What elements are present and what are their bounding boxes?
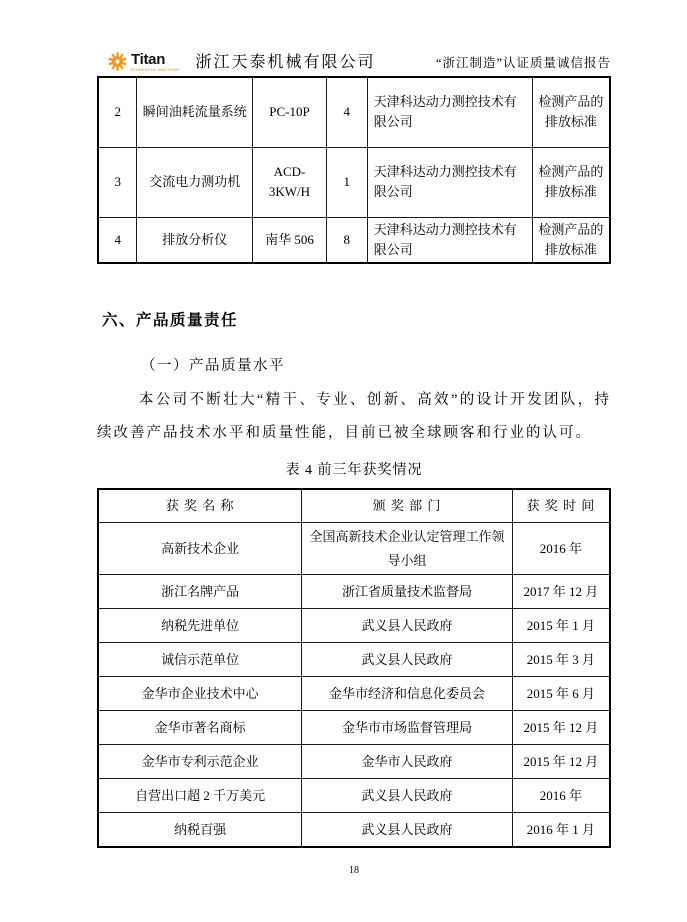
- column-header-award-date: 获 奖 时 间: [512, 489, 610, 523]
- section-heading: 六、产品质量责任: [102, 311, 239, 329]
- award-date: 2015 年 12 月: [512, 745, 610, 779]
- award-department: 武义县人民政府: [302, 643, 512, 677]
- equipment-supplier: 天津科达动力测控技术有限公司: [367, 147, 532, 217]
- company-name: 浙江天泰机械有限公司: [195, 54, 376, 71]
- equipment-supplier: 天津科达动力测控技术有限公司: [367, 77, 532, 147]
- award-department: 全国高新技术企业认定管理工作领导小组: [302, 523, 512, 575]
- page-header: [97, 40, 611, 72]
- award-department: 武义县人民政府: [302, 609, 512, 643]
- award-department: 金华市经济和信息化委员会: [302, 677, 512, 711]
- table-row: [98, 77, 610, 147]
- award-name: 高新技术企业: [98, 523, 302, 575]
- award-date: 2015 年 6 月: [512, 677, 610, 711]
- titan-logo: [107, 51, 179, 72]
- table-row: [98, 217, 610, 263]
- award-date: 2015 年 12 月: [512, 711, 610, 745]
- equipment-qty: 1: [326, 147, 367, 217]
- award-name: 纳税百强: [98, 813, 302, 847]
- equipment-name: 排放分析仪: [137, 217, 253, 263]
- column-header-award-name: 获 奖 名 称: [98, 489, 302, 523]
- column-header-award-department: 颁 奖 部 门: [302, 489, 512, 523]
- equipment-no: 2: [98, 77, 137, 147]
- equipment-purpose: 检测产品的排放标准: [532, 217, 610, 263]
- award-department: 浙江省质量技术监督局: [302, 575, 512, 609]
- table-row: [98, 523, 610, 575]
- equipment-model: PC-10P: [253, 77, 327, 147]
- body-paragraph: 本公司不断壮大“精干、专业、创新、高效”的设计开发团队，持续改善产品技术水平和质量性能，目前已被全球顾客和行业的认可。: [97, 391, 611, 441]
- table-row: [98, 575, 610, 609]
- gear-icon: [107, 51, 128, 72]
- equipment-qty: 4: [326, 77, 367, 147]
- award-name: 诚信示范单位: [98, 643, 302, 677]
- table-header-row: [98, 489, 610, 523]
- award-name: 金华市著名商标: [98, 711, 302, 745]
- award-name: 金华市企业技术中心: [98, 677, 302, 711]
- award-date: 2016 年: [512, 779, 610, 813]
- award-date: 2015 年 1 月: [512, 609, 610, 643]
- table-row: [98, 677, 610, 711]
- logo-text: [131, 52, 179, 72]
- equipment-qty: 8: [326, 217, 367, 263]
- equipment-no: 4: [98, 217, 137, 263]
- report-title: “浙江制造”认证质量诚信报告: [435, 56, 611, 70]
- award-date: 2015 年 3 月: [512, 643, 610, 677]
- table-row: [98, 813, 610, 847]
- award-name: 金华市专利示范企业: [98, 745, 302, 779]
- table-row: [98, 609, 610, 643]
- equipment-no: 3: [98, 147, 137, 217]
- award-name: 自营出口超 2 千万美元: [98, 779, 302, 813]
- award-department: 武义县人民政府: [302, 813, 512, 847]
- award-name: 浙江名牌产品: [98, 575, 302, 609]
- award-name: 纳税先进单位: [98, 609, 302, 643]
- logo-subtitle: POWERFUL MACHINE: [131, 66, 180, 72]
- equipment-name: 交流电力测功机: [137, 147, 253, 217]
- equipment-name: 瞬间油耗流量系统: [137, 77, 253, 147]
- table-row: [98, 147, 610, 217]
- table-row: [98, 745, 610, 779]
- awards-table: [97, 488, 611, 848]
- award-date: 2016 年: [512, 523, 610, 575]
- equipment-model: ACD-3KW/H: [253, 147, 327, 217]
- award-date: 2017 年 12 月: [512, 575, 610, 609]
- equipment-table: [97, 76, 611, 264]
- award-department: 武义县人民政府: [302, 779, 512, 813]
- equipment-model: 南华 506: [253, 217, 327, 263]
- logo-brand: Titan: [131, 50, 166, 68]
- award-department: 金华市市场监督管理局: [302, 711, 512, 745]
- table-caption: 表 4 前三年获奖情况: [285, 462, 423, 478]
- sub-heading: （一）产品质量水平: [141, 357, 285, 374]
- equipment-purpose: 检测产品的排放标准: [532, 147, 610, 217]
- table-row: [98, 643, 610, 677]
- table-row: [98, 779, 610, 813]
- equipment-supplier: 天津科达动力测控技术有限公司: [367, 217, 532, 263]
- table-row: [98, 711, 610, 745]
- award-department: 金华市人民政府: [302, 745, 512, 779]
- page-number: 18: [349, 864, 359, 876]
- equipment-purpose: 检测产品的排放标准: [532, 77, 610, 147]
- award-date: 2016 年 1 月: [512, 813, 610, 847]
